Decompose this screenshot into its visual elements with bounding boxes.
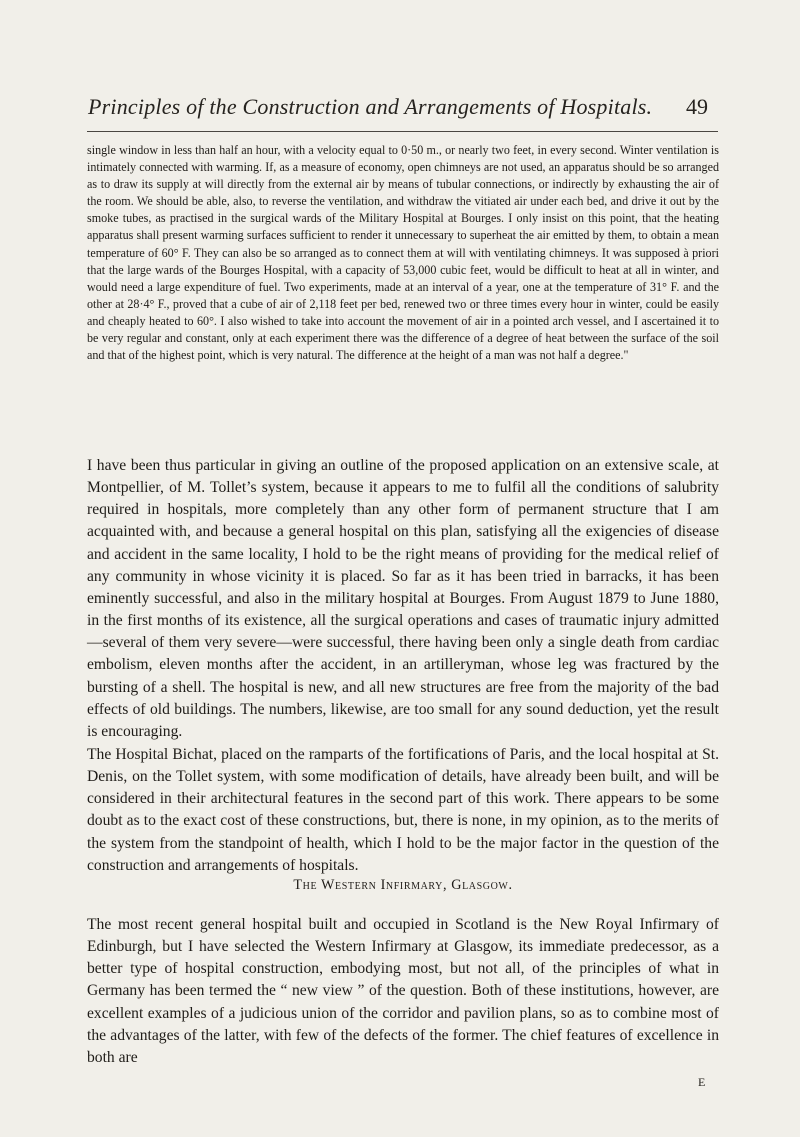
body-paragraph-2: The Hospital Bichat, placed on the ramparts of the fortifications of Paris, and the local hospital at St. Denis, on the Tollet system, with some modification of details, have already been built, and will be considered in their architectural features in the second part of this work. There appears to be some doubt as to the exact cost of these constructions, but, there is none, in my opinion, as to the merits of the system from the standpoint of health, which I hold to be the major factor in the question of the construction and arrangements of hospitals. [87, 746, 719, 874]
header-rule [87, 131, 718, 132]
running-header: Principles of the Construction and Arrangements of Hospitals. [88, 94, 653, 119]
body-paragraph-1: I have been thus particular in giving an outline of the proposed application on an extensive scale, at Montpellier, of M. Tollet’s system, because it appears to me to fulfil all the conditions of salubrity required in hospitals, more completely than any other form of permanent structure that I am acquainted with, and because a general hospital on this plan, satisfying all the exigencies of disease and accident in the same locality, I hold to be the right means of providing for the medical relief of any community in whose vicinity it is placed. So far as it has been tried in barracks, it has been eminently successful, and also in the military hospital at Bourges. From August 1879 to June 1880, in the first months of its existence, all the surgical operations and cases of traumatic injury admitted—several of them very severe—were successful, there having been only a single death from cardiac embolism, eleven months after the accident, in an artilleryman, whose leg was fractured by the bursting of a shell. The hospital is new, and all new structures are free from the majority of the bad effects of old buildings. The numbers, likewise, are too small for any sound deduction, yet the result is encouraging. [87, 457, 719, 740]
quoted-paragraph: single window in less than half an hour, with a velocity equal to 0·50 m., or nearly two feet, in every second. Winter ventilation is intimately connected with warming. If, as a measure of economy, open chimneys are not used, an apparatus should be so arranged as to draw its supply at will directly from the external air by means of tubular connections, or indirectly by exhausting the air of the room. We should be able, also, to reverse the ventilation, and withdraw the vitiated air under each bed, and drive it out by the smoke tubes, as practised in the surgical wards of the Military Hospital at Bourges. I only insist on this point, that the heating apparatus shall present warming surfaces sufficient to render it unnecessary to superheat the air emitted by them, to obtain a mean temperature of 60° F. They can also be so arranged as to connect them at will with ventilating chimneys. It was supposed à priori that the large wards of the Bourges Hospital, with a capacity of 53,000 cubic feet, would be difficult to heat at all in winter, and would need a large expenditure of fuel. Two experiments, made at an interval of a year, one at the temperature of 31° F. and the other at 28·4° F., proved that a cube of air of 2,118 feet per bed, renewed two or three times every hour in winter, could be easily and cheaply heated to 60°. I also wished to take into account the movement of air in a pointed arch vessel, and I ascertained it to be very regular and constant, only at each experiment there was the difference of a degree of heat between the surface of the soil and that of the highest point, which is very natural. The difference at the height of a man was not half a degree." [87, 143, 719, 363]
body-paragraph-3: The most recent general hospital built and occupied in Scotland is the New Royal Infirmary of Edinburgh, but I have selected the Western Infirmary at Glasgow, its immediate predecessor, as a better type of hospital construction, embodying most, but not all, of the principles of what in Germany has been termed the “ new view ” of the question. Both of these institutions, however, are excellent examples of a judicious union of the corridor and pavilion plans, so as to combine most of the advantages of the latter, with few of the defects of the former. The chief features of excellence in both are [87, 916, 719, 1066]
page-number: 49 [686, 94, 708, 119]
section-heading: The Western Infirmary, Glasgow. [293, 877, 513, 893]
signature-mark: E [698, 1075, 706, 1089]
